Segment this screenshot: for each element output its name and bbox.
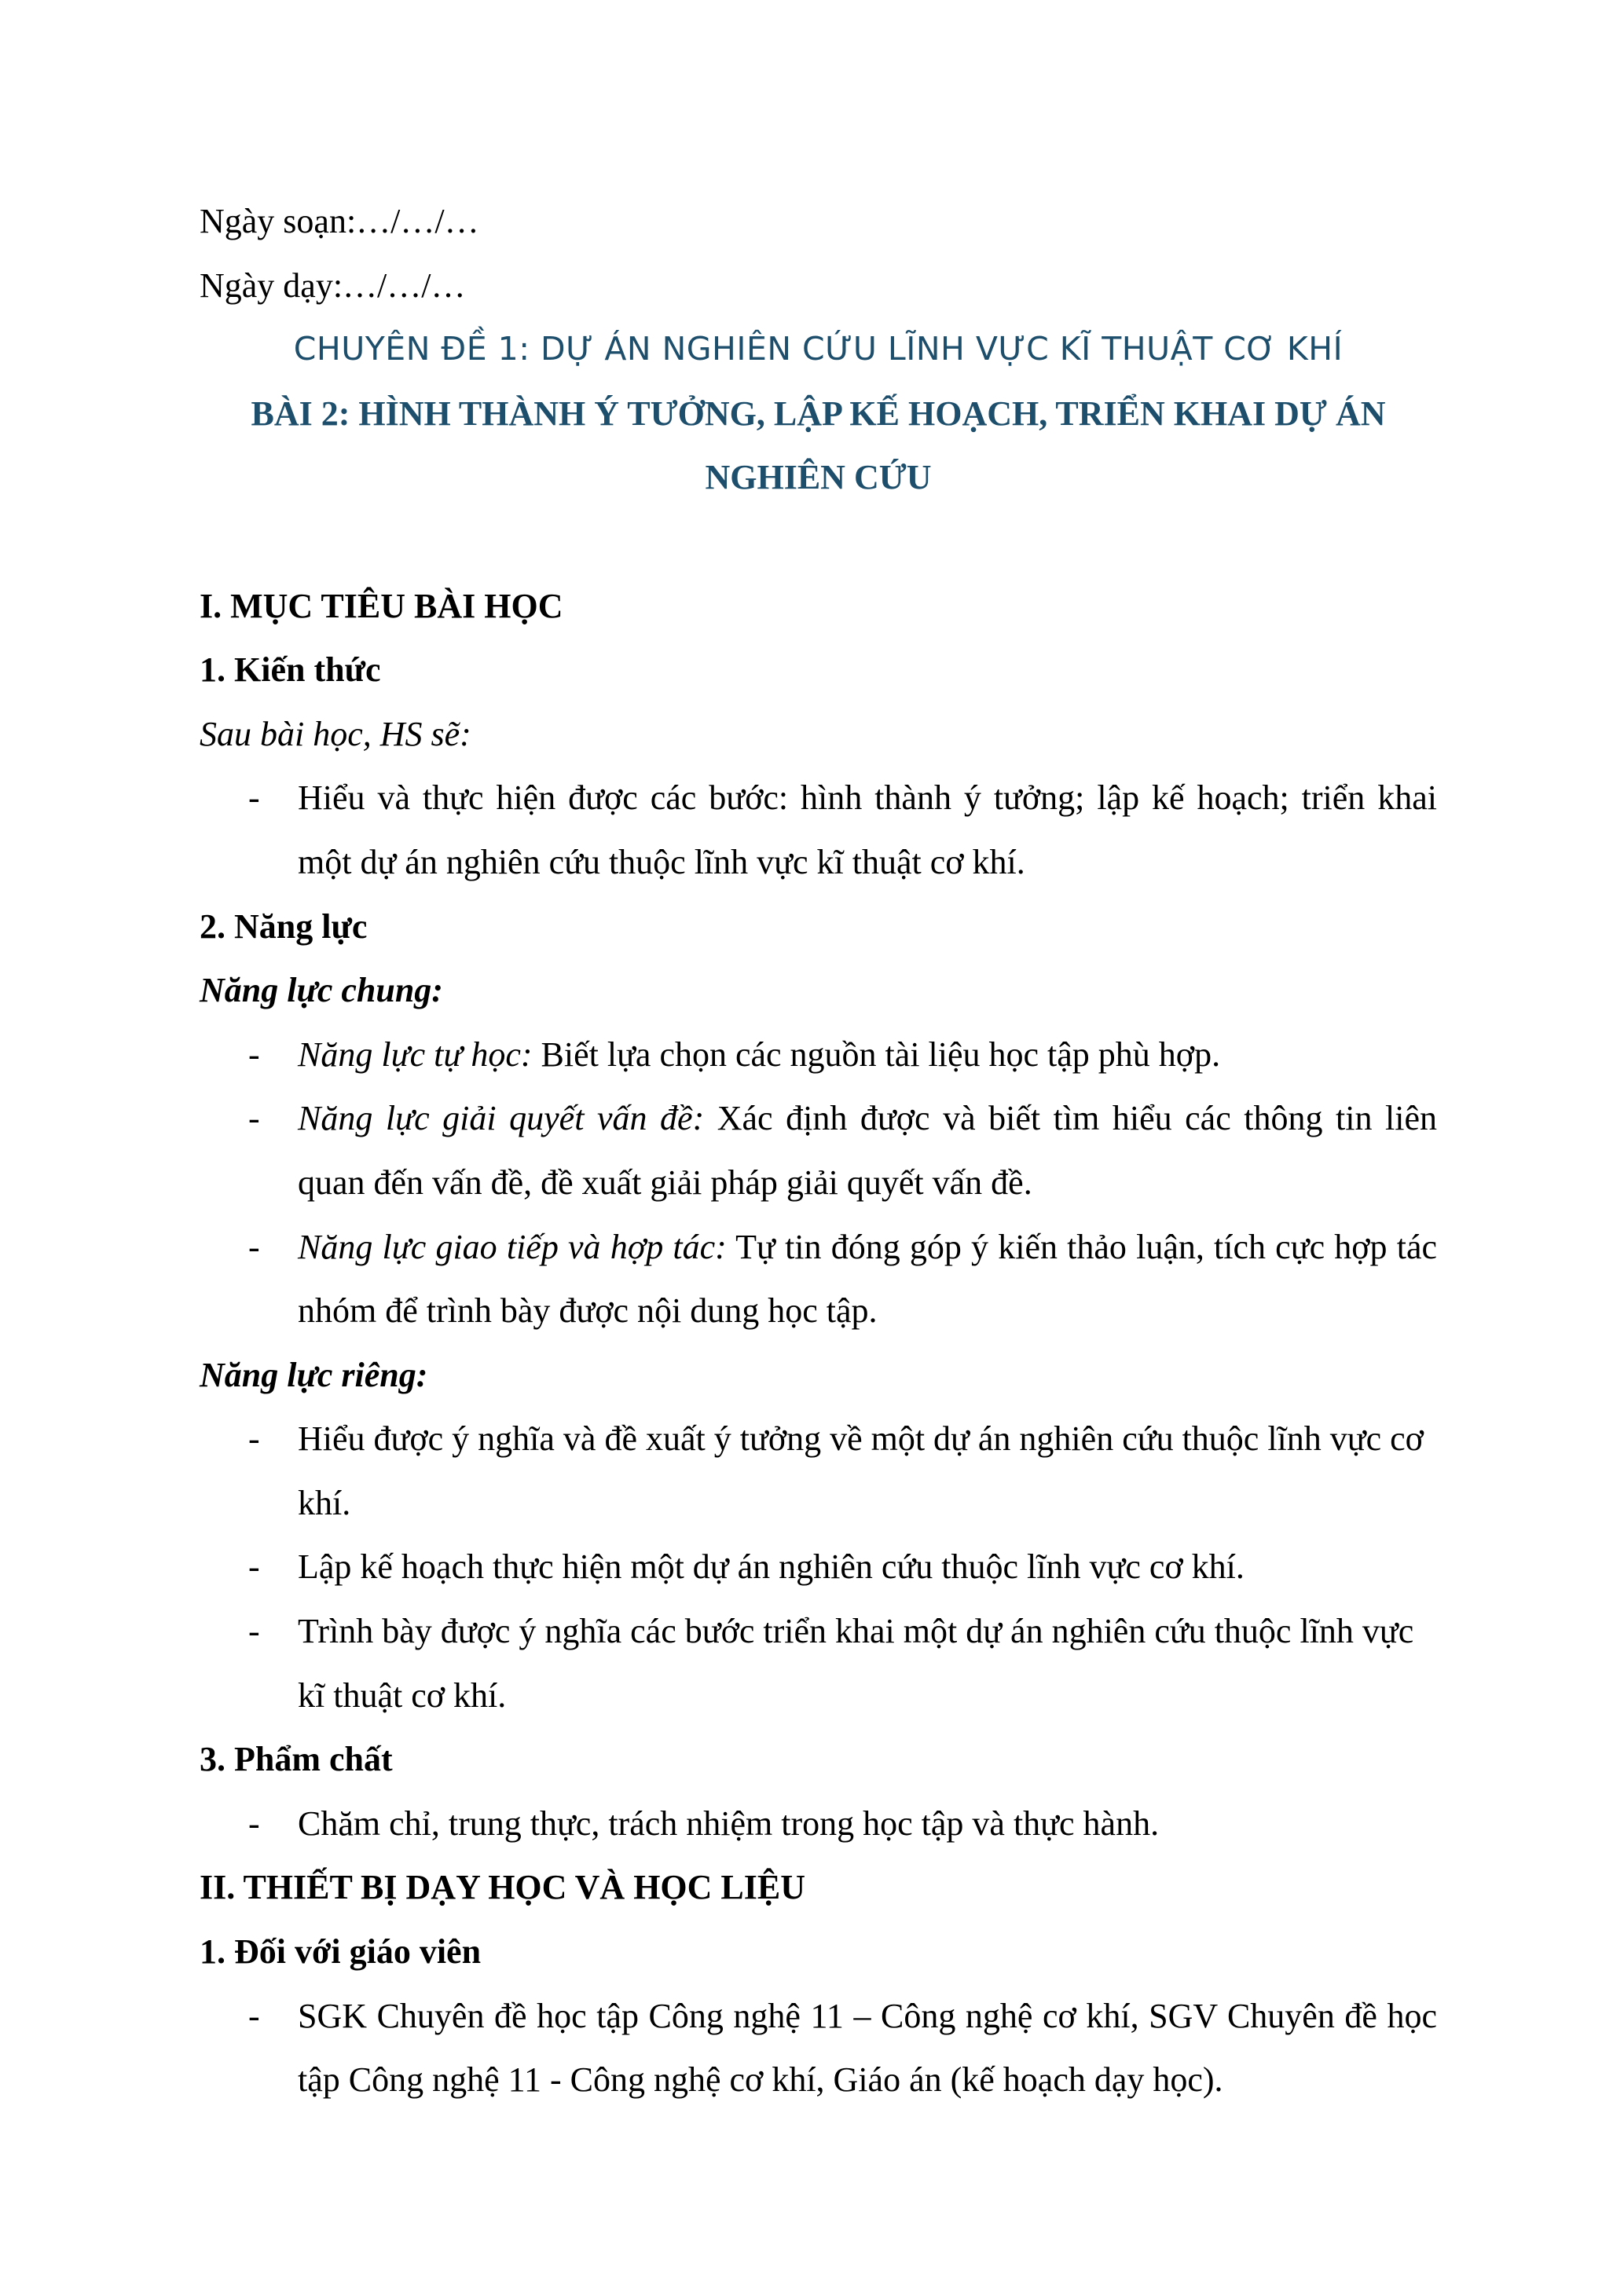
list-item: - Trình bày được ý nghĩa các bước triển khai một dự án nghiên cứu thuộc lĩnh vực kĩ thuật cơ khí.	[248, 1612, 1414, 1715]
list-item: - Năng lực tự học: Biết lựa chọn các nguồn tài liệu học tập phù hợp.	[248, 1034, 1221, 1074]
subsection-heading: 3. Phẩm chất	[200, 1740, 393, 1779]
document-page	[200, 189, 1437, 2112]
date-taught: Ngày dạy:…/…/…	[200, 265, 466, 305]
topic-title: CHUYÊN ĐỀ 1: DỰ ÁN NGHIÊN CỨU LĨNH VỰC KĨ THUẬT CƠ KHÍ	[293, 330, 1344, 368]
list-item: - Hiểu được ý nghĩa và đề xuất ý tưởng về một dự án nghiên cứu thuộc lĩnh vực cơ khí.	[248, 1419, 1424, 1522]
section-heading: I. MỤC TIÊU BÀI HỌC	[200, 586, 563, 625]
list-item: - Năng lực giao tiếp và hợp tác: Tự tin đóng góp ý kiến thảo luận, tích cực hợp tác nhóm để trình bày được nội dung học tập.	[248, 1227, 1437, 1331]
date-prepared: Ngày soạn:…/…/…	[200, 202, 479, 240]
list-item: - Năng lực giải quyết vấn đề: Xác định được và biết tìm hiểu các thông tin liên quan đến vấn đề, đề xuất giải pháp giải quyết vấn đề.	[248, 1099, 1437, 1202]
list-item: - Hiểu và thực hiện được các bước: hình thành ý tưởng; lập kế hoạch; triển khai một dự án nghiên cứu thuộc lĩnh vực kĩ thuật cơ khí.	[248, 778, 1437, 881]
subheading: Năng lực riêng:	[200, 1355, 428, 1394]
list-item: - Lập kế hoạch thực hiện một dự án nghiên cứu thuộc lĩnh vực cơ khí.	[248, 1547, 1245, 1587]
intro-text: Sau bài học, HS sẽ:	[200, 714, 471, 753]
subsection-heading: 1. Đối với giáo viên	[200, 1932, 482, 1972]
list-item: - Chăm chỉ, trung thực, trách nhiệm trong học tập và thực hành.	[248, 1803, 1160, 1843]
section-heading: II. THIẾT BỊ DẠY HỌC VÀ HỌC LIỆU	[200, 1868, 806, 1907]
list-item: - SGK Chuyên đề học tập Công nghệ 11 – Công nghệ cơ khí, SGV Chuyên đề học tập Công nghệ 11 - Công nghệ cơ khí, Giáo án (kế hoạch dạy học).	[248, 1996, 1437, 2100]
lesson-title: BÀI 2: HÌNH THÀNH Ý TƯỞNG, LẬP KẾ HOẠCH, TRIỂN KHAI DỰ ÁN NGHIÊN CỨU	[251, 394, 1386, 497]
subsection-heading: 2. Năng lực	[200, 906, 368, 946]
subsection-heading: 1. Kiến thức	[200, 650, 381, 690]
subheading: Năng lực chung:	[200, 971, 443, 1010]
